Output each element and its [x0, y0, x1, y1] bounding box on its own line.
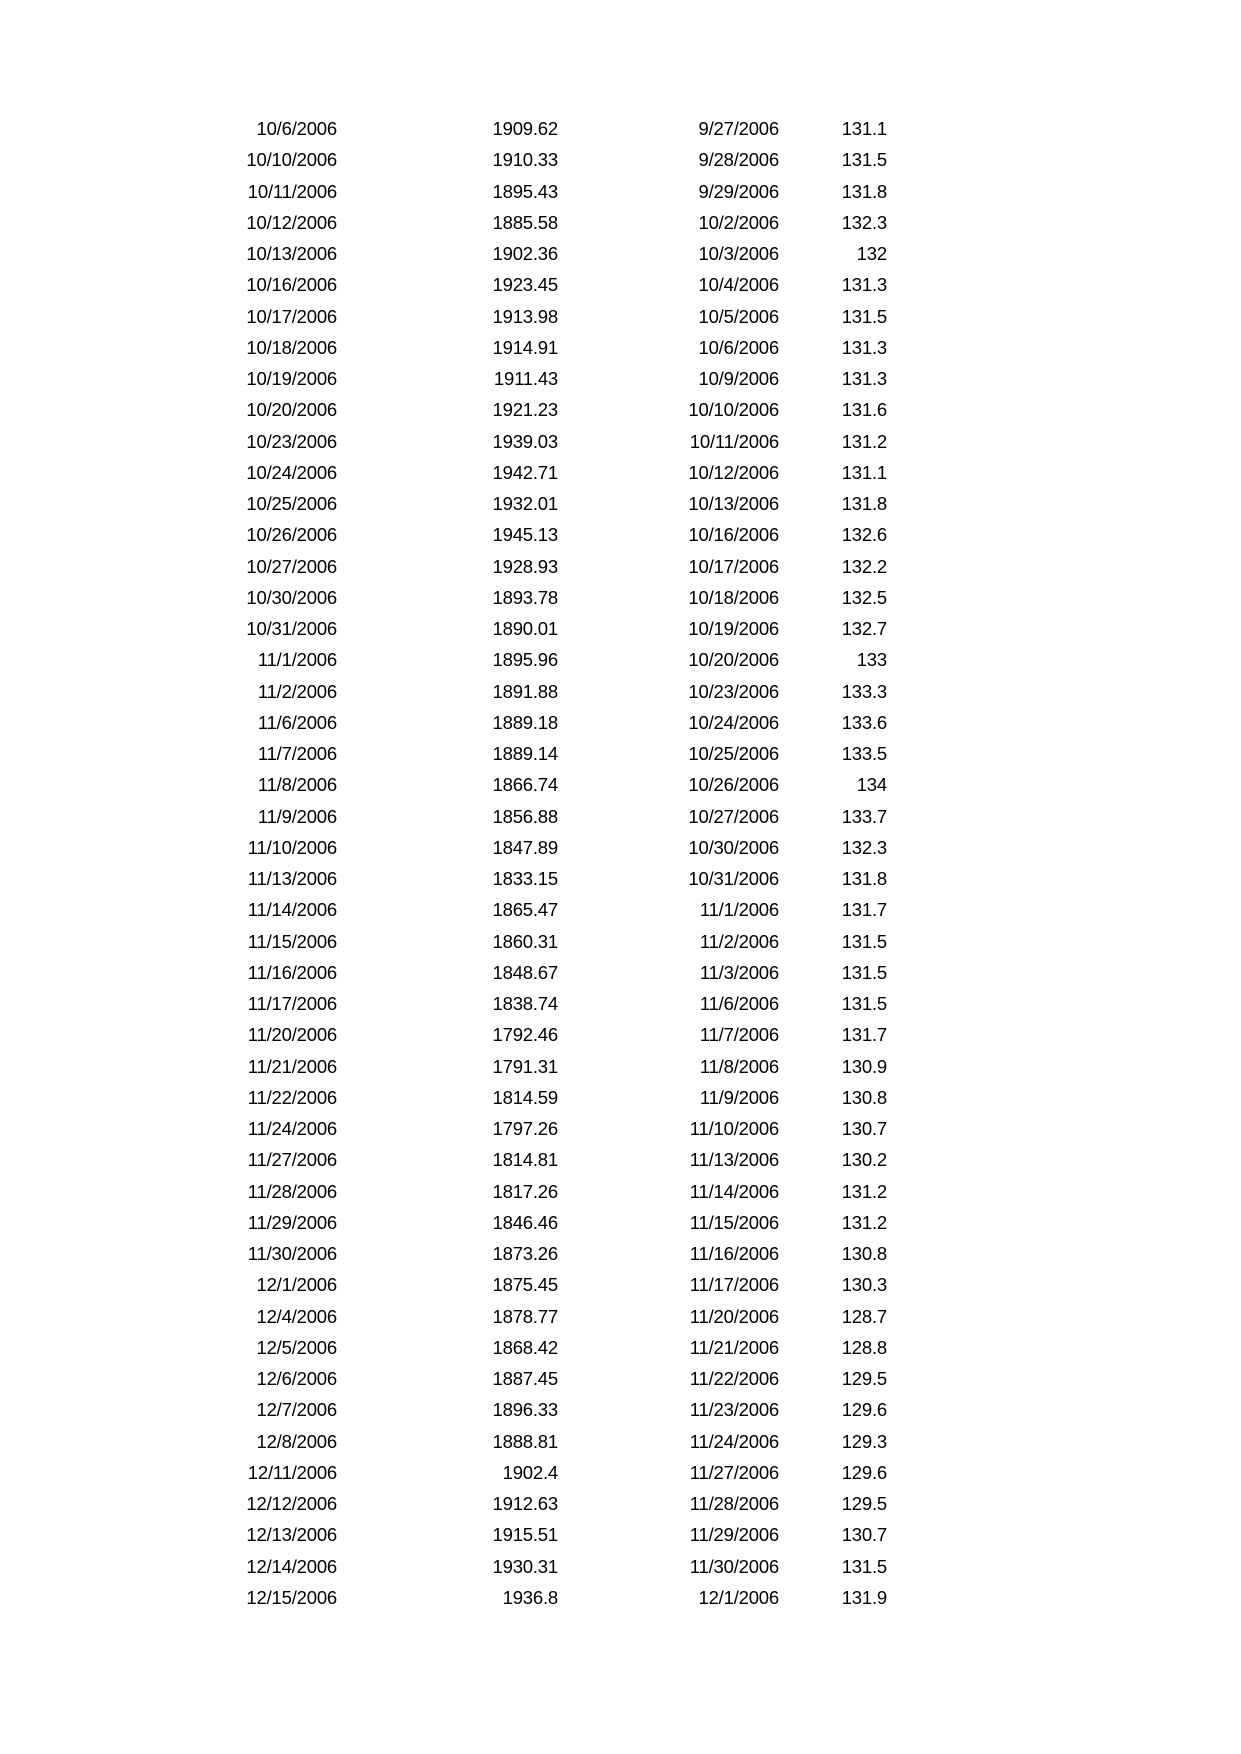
date-cell-left: 11/17/2006 [247, 993, 337, 1014]
table-row [0, 863, 1241, 894]
date-cell-left: 11/24/2006 [247, 1118, 337, 1139]
value-cell-left: 1814.81 [492, 1149, 558, 1171]
date-cell-right: 10/27/2006 [688, 805, 779, 827]
table-row [0, 1082, 1241, 1113]
table-row [0, 1551, 1241, 1582]
value-cell-right: 128.8 [841, 1336, 887, 1358]
value-cell-right: 132.6 [841, 524, 887, 546]
table-row [0, 207, 1241, 238]
value-cell-left: 1891.88 [492, 680, 558, 702]
value-cell-right: 131.5 [841, 993, 887, 1014]
date-cell-left: 12/7/2006 [256, 1399, 337, 1421]
date-cell-right: 10/18/2006 [688, 586, 779, 608]
date-cell-right: 10/12/2006 [688, 461, 779, 483]
table-row [0, 363, 1241, 394]
table-row [0, 1144, 1241, 1175]
date-cell-left: 11/22/2006 [247, 1086, 337, 1108]
value-cell-left: 1885.58 [492, 211, 558, 233]
value-cell-left: 1909.62 [492, 118, 558, 139]
table-row [0, 394, 1241, 425]
value-cell-left: 1913.98 [492, 305, 558, 327]
date-cell-right: 10/17/2006 [688, 555, 779, 577]
value-cell-right: 130.8 [841, 1243, 887, 1264]
date-cell-right: 10/11/2006 [689, 430, 779, 452]
date-cell-left: 10/6/2006 [256, 118, 337, 139]
date-cell-right: 11/13/2006 [689, 1149, 779, 1171]
date-cell-left: 12/5/2006 [256, 1336, 337, 1358]
value-cell-left: 1893.78 [492, 586, 558, 608]
table-row [0, 644, 1241, 675]
date-cell-left: 10/13/2006 [246, 243, 337, 264]
date-cell-left: 12/14/2006 [246, 1555, 337, 1577]
table-row [0, 801, 1241, 832]
value-cell-right: 131.7 [841, 1024, 887, 1046]
date-cell-right: 11/7/2006 [699, 1024, 779, 1046]
value-cell-left: 1910.33 [492, 149, 558, 171]
table-row [0, 301, 1241, 332]
table-row [0, 894, 1241, 925]
value-cell-left: 1791.31 [492, 1055, 558, 1077]
table-row [0, 426, 1241, 457]
value-cell-right: 129.6 [841, 1461, 887, 1483]
value-cell-left: 1895.96 [492, 649, 558, 671]
table-row [0, 738, 1241, 769]
date-cell-left: 10/24/2006 [246, 461, 337, 483]
table-row [0, 613, 1241, 644]
table-row [0, 519, 1241, 550]
value-cell-left: 1945.13 [492, 524, 558, 546]
date-cell-left: 11/9/2006 [257, 805, 337, 827]
date-cell-left: 11/16/2006 [247, 961, 337, 983]
table-row [0, 1457, 1241, 1488]
table-row [0, 1176, 1241, 1207]
table-row [0, 144, 1241, 175]
value-cell-right: 131.2 [841, 1180, 887, 1202]
value-cell-left: 1856.88 [492, 805, 558, 827]
table-row [0, 1207, 1241, 1238]
date-cell-right: 10/2/2006 [698, 211, 779, 233]
date-cell-left: 11/13/2006 [247, 868, 337, 889]
date-cell-left: 10/11/2006 [247, 180, 337, 202]
value-cell-right: 131.2 [841, 1211, 887, 1233]
date-cell-left: 12/12/2006 [246, 1493, 337, 1514]
table-row [0, 457, 1241, 488]
date-cell-left: 10/10/2006 [246, 149, 337, 171]
value-cell-left: 1939.03 [492, 430, 558, 452]
value-cell-right: 128.7 [841, 1305, 887, 1327]
value-cell-right: 129.3 [841, 1430, 887, 1452]
value-cell-left: 1833.15 [492, 868, 558, 889]
date-cell-left: 10/20/2006 [246, 399, 337, 421]
date-cell-right: 10/19/2006 [688, 618, 779, 639]
date-cell-left: 12/4/2006 [256, 1305, 337, 1327]
date-cell-left: 11/20/2006 [247, 1024, 337, 1046]
date-cell-left: 12/6/2006 [256, 1368, 337, 1389]
value-cell-right: 132.5 [841, 586, 887, 608]
date-cell-right: 10/24/2006 [688, 711, 779, 733]
table-row [0, 707, 1241, 738]
value-cell-right: 130.3 [841, 1274, 887, 1296]
value-cell-left: 1921.23 [492, 399, 558, 421]
value-cell-right: 132 [856, 243, 887, 264]
date-cell-right: 11/2/2006 [699, 930, 779, 952]
value-cell-right: 129.5 [841, 1368, 887, 1389]
table-row [0, 1238, 1241, 1269]
date-cell-left: 11/10/2006 [247, 836, 337, 858]
table-row [0, 332, 1241, 363]
value-cell-right: 130.2 [841, 1149, 887, 1171]
value-cell-right: 130.7 [841, 1118, 887, 1139]
date-cell-left: 11/15/2006 [247, 930, 337, 952]
value-cell-right: 130.7 [841, 1524, 887, 1546]
table-row [0, 1051, 1241, 1082]
value-cell-left: 1846.46 [492, 1211, 558, 1233]
value-cell-right: 134 [856, 774, 887, 796]
date-cell-left: 12/1/2006 [256, 1274, 337, 1296]
value-cell-left: 1797.26 [492, 1118, 558, 1139]
value-cell-right: 133.5 [841, 743, 887, 764]
date-cell-right: 11/17/2006 [689, 1274, 779, 1296]
date-cell-left: 10/18/2006 [246, 336, 337, 358]
table-row [0, 238, 1241, 269]
table-row [0, 1394, 1241, 1425]
table-row [0, 551, 1241, 582]
table-row [0, 1269, 1241, 1300]
value-cell-left: 1928.93 [492, 555, 558, 577]
value-cell-right: 130.9 [841, 1055, 887, 1077]
value-cell-left: 1896.33 [492, 1399, 558, 1421]
value-cell-left: 1878.77 [492, 1305, 558, 1327]
value-cell-left: 1888.81 [492, 1430, 558, 1452]
date-cell-left: 11/29/2006 [247, 1211, 337, 1233]
value-cell-right: 133.7 [841, 805, 887, 827]
value-cell-right: 133.6 [841, 711, 887, 733]
date-cell-right: 11/15/2006 [689, 1211, 779, 1233]
date-cell-right: 11/29/2006 [689, 1524, 779, 1546]
date-cell-left: 10/19/2006 [246, 368, 337, 389]
value-cell-left: 1930.31 [492, 1555, 558, 1577]
table-row [0, 1426, 1241, 1457]
date-cell-right: 11/6/2006 [699, 993, 779, 1014]
date-cell-right: 10/31/2006 [688, 868, 779, 889]
value-cell-left: 1889.18 [492, 711, 558, 733]
value-cell-right: 131.5 [841, 930, 887, 952]
value-cell-right: 132.7 [841, 618, 887, 639]
date-cell-right: 10/16/2006 [688, 524, 779, 546]
date-cell-left: 11/7/2006 [257, 743, 337, 764]
date-cell-left: 11/28/2006 [247, 1180, 337, 1202]
table-row [0, 1301, 1241, 1332]
value-cell-right: 133.3 [841, 680, 887, 702]
table-row [0, 1332, 1241, 1363]
value-cell-right: 131.1 [841, 461, 887, 483]
value-cell-right: 131.9 [841, 1586, 887, 1608]
date-cell-right: 9/29/2006 [698, 180, 779, 202]
date-cell-left: 11/6/2006 [257, 711, 337, 733]
date-cell-right: 11/23/2006 [689, 1399, 779, 1421]
table-row [0, 1019, 1241, 1050]
value-cell-right: 131.3 [841, 274, 887, 296]
value-cell-left: 1814.59 [492, 1086, 558, 1108]
value-cell-left: 1902.36 [492, 243, 558, 264]
table-row [0, 1363, 1241, 1394]
value-cell-right: 132.2 [841, 555, 887, 577]
table-row [0, 988, 1241, 1019]
date-cell-right: 11/24/2006 [689, 1430, 779, 1452]
date-cell-left: 10/17/2006 [246, 305, 337, 327]
date-cell-left: 12/15/2006 [246, 1586, 337, 1608]
date-cell-left: 11/2/2006 [257, 680, 337, 702]
date-cell-left: 11/1/2006 [257, 649, 337, 671]
value-cell-left: 1848.67 [492, 961, 558, 983]
date-cell-right: 11/28/2006 [689, 1493, 779, 1514]
table-row [0, 926, 1241, 957]
value-cell-left: 1914.91 [492, 336, 558, 358]
date-cell-right: 11/14/2006 [689, 1180, 779, 1202]
date-cell-right: 11/22/2006 [689, 1368, 779, 1389]
value-cell-left: 1915.51 [492, 1524, 558, 1546]
value-cell-right: 131.5 [841, 149, 887, 171]
value-cell-left: 1792.46 [492, 1024, 558, 1046]
value-cell-right: 131.2 [841, 430, 887, 452]
date-cell-right: 10/4/2006 [698, 274, 779, 296]
value-cell-left: 1902.4 [502, 1461, 558, 1483]
value-cell-right: 131.1 [841, 118, 887, 139]
value-cell-left: 1912.63 [492, 1493, 558, 1514]
date-cell-left: 12/13/2006 [246, 1524, 337, 1546]
value-cell-left: 1866.74 [492, 774, 558, 796]
value-cell-left: 1889.14 [492, 743, 558, 764]
value-cell-right: 133 [856, 649, 887, 671]
date-cell-left: 10/27/2006 [246, 555, 337, 577]
date-cell-left: 11/30/2006 [247, 1243, 337, 1264]
value-cell-right: 131.6 [841, 399, 887, 421]
table-row [0, 488, 1241, 519]
date-cell-right: 10/13/2006 [688, 493, 779, 514]
value-cell-left: 1838.74 [492, 993, 558, 1014]
date-cell-right: 10/25/2006 [688, 743, 779, 764]
value-cell-left: 1942.71 [492, 461, 558, 483]
value-cell-left: 1923.45 [492, 274, 558, 296]
date-cell-left: 12/8/2006 [256, 1430, 337, 1452]
value-cell-left: 1936.8 [502, 1586, 558, 1608]
date-cell-right: 10/9/2006 [698, 368, 779, 389]
table-row [0, 957, 1241, 988]
date-cell-right: 10/23/2006 [688, 680, 779, 702]
date-cell-right: 10/6/2006 [698, 336, 779, 358]
value-cell-right: 132.3 [841, 836, 887, 858]
value-cell-left: 1860.31 [492, 930, 558, 952]
date-cell-right: 11/20/2006 [689, 1305, 779, 1327]
date-cell-left: 10/25/2006 [246, 493, 337, 514]
value-cell-left: 1895.43 [492, 180, 558, 202]
date-cell-right: 11/16/2006 [689, 1243, 779, 1264]
value-cell-left: 1865.47 [492, 899, 558, 921]
table-row [0, 1488, 1241, 1519]
date-cell-right: 11/9/2006 [699, 1086, 779, 1108]
value-cell-left: 1887.45 [492, 1368, 558, 1389]
date-cell-right: 10/30/2006 [688, 836, 779, 858]
value-cell-right: 131.5 [841, 1555, 887, 1577]
date-cell-left: 11/8/2006 [257, 774, 337, 796]
date-cell-right: 10/3/2006 [698, 243, 779, 264]
value-cell-left: 1890.01 [492, 618, 558, 639]
value-cell-right: 132.3 [841, 211, 887, 233]
table-row [0, 176, 1241, 207]
date-cell-left: 10/31/2006 [246, 618, 337, 639]
date-cell-right: 10/10/2006 [688, 399, 779, 421]
date-cell-right: 11/8/2006 [699, 1055, 779, 1077]
date-cell-left: 10/26/2006 [246, 524, 337, 546]
data-sheet [0, 113, 1241, 1613]
date-cell-left: 10/16/2006 [246, 274, 337, 296]
table-row [0, 269, 1241, 300]
date-cell-left: 10/12/2006 [246, 211, 337, 233]
value-cell-left: 1847.89 [492, 836, 558, 858]
table-row [0, 113, 1241, 144]
value-cell-right: 129.5 [841, 1493, 887, 1514]
date-cell-right: 11/3/2006 [699, 961, 779, 983]
date-cell-left: 12/11/2006 [247, 1461, 337, 1483]
date-cell-left: 10/30/2006 [246, 586, 337, 608]
date-cell-right: 12/1/2006 [698, 1586, 779, 1608]
value-cell-right: 129.6 [841, 1399, 887, 1421]
date-cell-left: 11/21/2006 [247, 1055, 337, 1077]
table-row [0, 582, 1241, 613]
value-cell-right: 131.5 [841, 961, 887, 983]
value-cell-right: 131.3 [841, 336, 887, 358]
date-cell-right: 11/1/2006 [699, 899, 779, 921]
date-cell-right: 11/10/2006 [689, 1118, 779, 1139]
value-cell-right: 131.7 [841, 899, 887, 921]
date-cell-left: 11/27/2006 [247, 1149, 337, 1171]
value-cell-left: 1932.01 [492, 493, 558, 514]
value-cell-right: 131.8 [841, 493, 887, 514]
date-cell-left: 10/23/2006 [246, 430, 337, 452]
date-cell-right: 9/27/2006 [698, 118, 779, 139]
value-cell-right: 130.8 [841, 1086, 887, 1108]
date-cell-left: 11/14/2006 [247, 899, 337, 921]
value-cell-right: 131.8 [841, 868, 887, 889]
table-row [0, 1582, 1241, 1613]
date-cell-right: 11/27/2006 [689, 1461, 779, 1483]
date-cell-right: 10/20/2006 [688, 649, 779, 671]
date-cell-right: 9/28/2006 [698, 149, 779, 171]
value-cell-left: 1868.42 [492, 1336, 558, 1358]
date-cell-right: 10/5/2006 [698, 305, 779, 327]
table-row [0, 1113, 1241, 1144]
value-cell-left: 1817.26 [492, 1180, 558, 1202]
table-row [0, 1519, 1241, 1550]
value-cell-left: 1911.43 [493, 368, 558, 389]
date-cell-right: 11/30/2006 [689, 1555, 779, 1577]
table-row [0, 676, 1241, 707]
value-cell-right: 131.5 [841, 305, 887, 327]
value-cell-right: 131.3 [841, 368, 887, 389]
table-row [0, 769, 1241, 800]
date-cell-right: 11/21/2006 [689, 1336, 779, 1358]
value-cell-left: 1875.45 [492, 1274, 558, 1296]
table-row [0, 832, 1241, 863]
date-cell-right: 10/26/2006 [688, 774, 779, 796]
value-cell-right: 131.8 [841, 180, 887, 202]
value-cell-left: 1873.26 [492, 1243, 558, 1264]
